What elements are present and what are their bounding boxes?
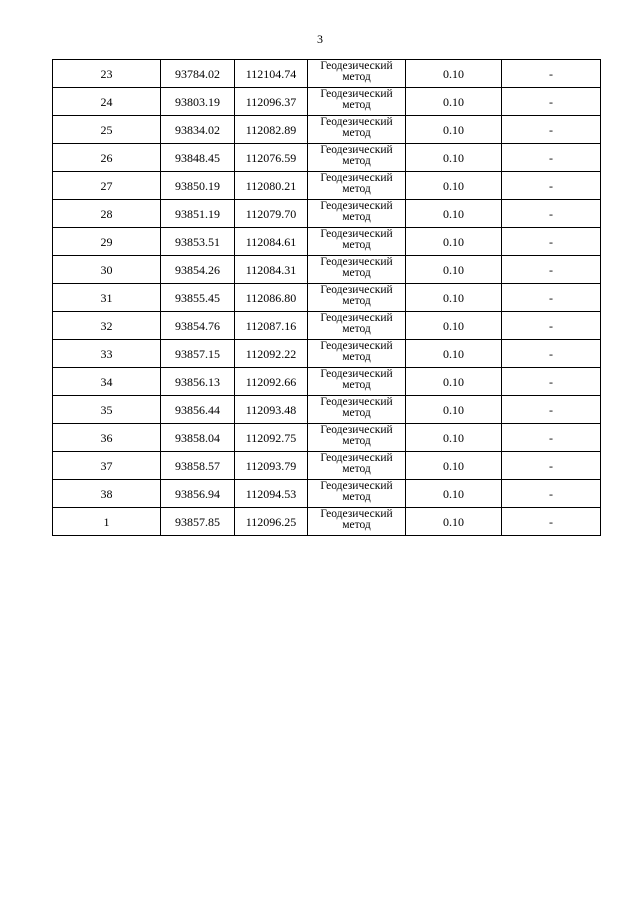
y-coordinate-cell: 112104.74 bbox=[235, 60, 308, 88]
note-cell: - bbox=[502, 60, 601, 88]
point-number-cell: 35 bbox=[53, 396, 161, 424]
y-coordinate-cell: 112087.16 bbox=[235, 312, 308, 340]
point-number-cell: 27 bbox=[53, 172, 161, 200]
x-coordinate-cell: 93784.02 bbox=[161, 60, 235, 88]
y-coordinate-cell: 112093.48 bbox=[235, 396, 308, 424]
table-row bbox=[53, 144, 601, 172]
x-coordinate-cell: 93834.02 bbox=[161, 116, 235, 144]
table-row bbox=[53, 228, 601, 256]
accuracy-cell: 0.10 bbox=[406, 312, 502, 340]
y-coordinate-cell: 112076.59 bbox=[235, 144, 308, 172]
method-cell: Геодезический метод bbox=[308, 228, 406, 256]
note-cell: - bbox=[502, 284, 601, 312]
note-cell: - bbox=[502, 480, 601, 508]
method-cell: Геодезический метод bbox=[308, 480, 406, 508]
table-row bbox=[53, 256, 601, 284]
point-number-cell: 36 bbox=[53, 424, 161, 452]
x-coordinate-cell: 93856.13 bbox=[161, 368, 235, 396]
table-row bbox=[53, 116, 601, 144]
x-coordinate-cell: 93850.19 bbox=[161, 172, 235, 200]
coordinates-table bbox=[52, 59, 601, 536]
note-cell: - bbox=[502, 256, 601, 284]
accuracy-cell: 0.10 bbox=[406, 200, 502, 228]
method-cell: Геодезический метод bbox=[308, 340, 406, 368]
x-coordinate-cell: 93848.45 bbox=[161, 144, 235, 172]
note-cell: - bbox=[502, 144, 601, 172]
note-cell: - bbox=[502, 200, 601, 228]
accuracy-cell: 0.10 bbox=[406, 88, 502, 116]
point-number-cell: 38 bbox=[53, 480, 161, 508]
table-row bbox=[53, 368, 601, 396]
accuracy-cell: 0.10 bbox=[406, 368, 502, 396]
point-number-cell: 33 bbox=[53, 340, 161, 368]
table-row bbox=[53, 480, 601, 508]
table-row bbox=[53, 452, 601, 480]
y-coordinate-cell: 112084.31 bbox=[235, 256, 308, 284]
table-row bbox=[53, 172, 601, 200]
table-row bbox=[53, 424, 601, 452]
x-coordinate-cell: 93855.45 bbox=[161, 284, 235, 312]
table-row bbox=[53, 312, 601, 340]
accuracy-cell: 0.10 bbox=[406, 228, 502, 256]
point-number-cell: 29 bbox=[53, 228, 161, 256]
x-coordinate-cell: 93803.19 bbox=[161, 88, 235, 116]
y-coordinate-cell: 112092.75 bbox=[235, 424, 308, 452]
accuracy-cell: 0.10 bbox=[406, 60, 502, 88]
x-coordinate-cell: 93854.76 bbox=[161, 312, 235, 340]
note-cell: - bbox=[502, 88, 601, 116]
y-coordinate-cell: 112093.79 bbox=[235, 452, 308, 480]
table-row bbox=[53, 88, 601, 116]
note-cell: - bbox=[502, 228, 601, 256]
y-coordinate-cell: 112079.70 bbox=[235, 200, 308, 228]
accuracy-cell: 0.10 bbox=[406, 116, 502, 144]
accuracy-cell: 0.10 bbox=[406, 144, 502, 172]
method-cell: Геодезический метод bbox=[308, 200, 406, 228]
y-coordinate-cell: 112096.37 bbox=[235, 88, 308, 116]
accuracy-cell: 0.10 bbox=[406, 340, 502, 368]
point-number-cell: 37 bbox=[53, 452, 161, 480]
point-number-cell: 24 bbox=[53, 88, 161, 116]
point-number-cell: 32 bbox=[53, 312, 161, 340]
note-cell: - bbox=[502, 424, 601, 452]
note-cell: - bbox=[502, 172, 601, 200]
x-coordinate-cell: 93857.15 bbox=[161, 340, 235, 368]
method-cell: Геодезический метод bbox=[308, 396, 406, 424]
point-number-cell: 30 bbox=[53, 256, 161, 284]
method-cell: Геодезический метод bbox=[308, 60, 406, 88]
y-coordinate-cell: 112084.61 bbox=[235, 228, 308, 256]
point-number-cell: 31 bbox=[53, 284, 161, 312]
x-coordinate-cell: 93851.19 bbox=[161, 200, 235, 228]
accuracy-cell: 0.10 bbox=[406, 396, 502, 424]
method-cell: Геодезический метод bbox=[308, 368, 406, 396]
method-cell: Геодезический метод bbox=[308, 508, 406, 536]
y-coordinate-cell: 112092.22 bbox=[235, 340, 308, 368]
y-coordinate-cell: 112082.89 bbox=[235, 116, 308, 144]
method-cell: Геодезический метод bbox=[308, 312, 406, 340]
method-cell: Геодезический метод bbox=[308, 88, 406, 116]
accuracy-cell: 0.10 bbox=[406, 480, 502, 508]
accuracy-cell: 0.10 bbox=[406, 424, 502, 452]
x-coordinate-cell: 93856.94 bbox=[161, 480, 235, 508]
x-coordinate-cell: 93858.57 bbox=[161, 452, 235, 480]
method-cell: Геодезический метод bbox=[308, 172, 406, 200]
method-cell: Геодезический метод bbox=[308, 116, 406, 144]
method-cell: Геодезический метод bbox=[308, 452, 406, 480]
y-coordinate-cell: 112080.21 bbox=[235, 172, 308, 200]
point-number-cell: 28 bbox=[53, 200, 161, 228]
y-coordinate-cell: 112086.80 bbox=[235, 284, 308, 312]
method-cell: Геодезический метод bbox=[308, 256, 406, 284]
note-cell: - bbox=[502, 340, 601, 368]
note-cell: - bbox=[502, 396, 601, 424]
table-row bbox=[53, 60, 601, 88]
y-coordinate-cell: 112092.66 bbox=[235, 368, 308, 396]
note-cell: - bbox=[502, 508, 601, 536]
table-row bbox=[53, 396, 601, 424]
point-number-cell: 34 bbox=[53, 368, 161, 396]
table-row bbox=[53, 284, 601, 312]
page-number: 3 bbox=[317, 32, 323, 46]
point-number-cell: 1 bbox=[53, 508, 161, 536]
x-coordinate-cell: 93857.85 bbox=[161, 508, 235, 536]
table-row bbox=[53, 508, 601, 536]
x-coordinate-cell: 93853.51 bbox=[161, 228, 235, 256]
point-number-cell: 23 bbox=[53, 60, 161, 88]
note-cell: - bbox=[502, 116, 601, 144]
y-coordinate-cell: 112096.25 bbox=[235, 508, 308, 536]
point-number-cell: 26 bbox=[53, 144, 161, 172]
method-cell: Геодезический метод bbox=[308, 424, 406, 452]
method-cell: Геодезический метод bbox=[308, 144, 406, 172]
y-coordinate-cell: 112094.53 bbox=[235, 480, 308, 508]
x-coordinate-cell: 93854.26 bbox=[161, 256, 235, 284]
accuracy-cell: 0.10 bbox=[406, 256, 502, 284]
note-cell: - bbox=[502, 452, 601, 480]
accuracy-cell: 0.10 bbox=[406, 172, 502, 200]
x-coordinate-cell: 93858.04 bbox=[161, 424, 235, 452]
accuracy-cell: 0.10 bbox=[406, 284, 502, 312]
table-row bbox=[53, 200, 601, 228]
x-coordinate-cell: 93856.44 bbox=[161, 396, 235, 424]
method-cell: Геодезический метод bbox=[308, 284, 406, 312]
table-row bbox=[53, 340, 601, 368]
note-cell: - bbox=[502, 368, 601, 396]
note-cell: - bbox=[502, 312, 601, 340]
accuracy-cell: 0.10 bbox=[406, 452, 502, 480]
accuracy-cell: 0.10 bbox=[406, 508, 502, 536]
point-number-cell: 25 bbox=[53, 116, 161, 144]
